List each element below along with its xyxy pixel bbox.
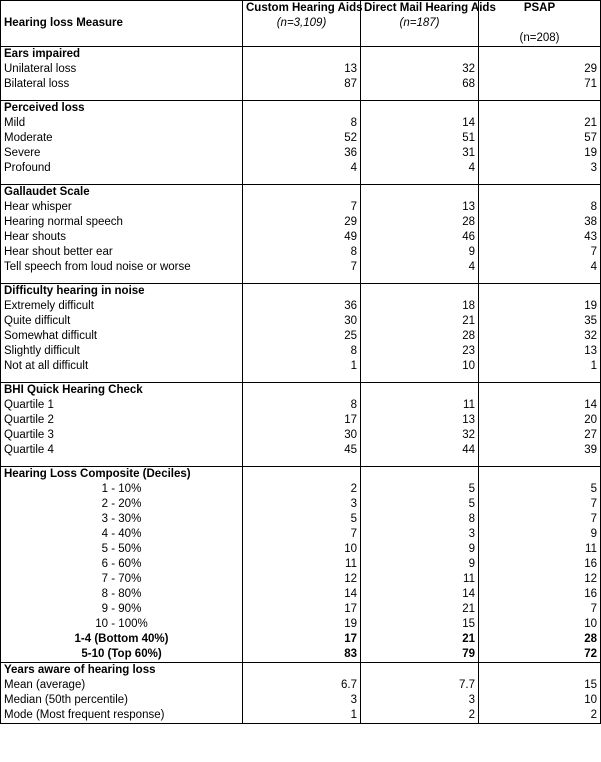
table-row [1, 215, 601, 230]
section-empty-cell [243, 663, 361, 679]
direct-mail-value: 9 [361, 557, 479, 572]
direct-mail-value: 3 [361, 527, 479, 542]
psap-value: 19 [479, 146, 601, 161]
custom-value: 36 [243, 299, 361, 314]
spacer-cell [1, 92, 243, 101]
table-row [1, 512, 601, 527]
direct-mail-value: 18 [361, 299, 479, 314]
direct-mail-value: 13 [361, 200, 479, 215]
row-label: Mode (Most frequent response) [1, 708, 243, 724]
section-header-row [1, 47, 601, 63]
header-measure [1, 1, 243, 47]
table-row [1, 299, 601, 314]
table-row [1, 617, 601, 632]
direct-mail-value: 9 [361, 542, 479, 557]
psap-value: 8 [479, 200, 601, 215]
psap-value: 29 [479, 62, 601, 77]
custom-value: 11 [243, 557, 361, 572]
section-empty-cell [479, 185, 601, 201]
psap-value: 12 [479, 572, 601, 587]
table-row [1, 77, 601, 92]
table-row [1, 413, 601, 428]
direct-mail-value: 8 [361, 512, 479, 527]
section-empty-cell [361, 47, 479, 63]
direct-mail-value: 4 [361, 260, 479, 275]
header-custom-n: (n=3,109) [276, 17, 327, 29]
psap-value: 7 [479, 512, 601, 527]
custom-value: 8 [243, 245, 361, 260]
row-label: Mild [1, 116, 243, 131]
section-empty-cell [361, 663, 479, 679]
custom-value: 30 [243, 428, 361, 443]
table-row [1, 146, 601, 161]
header-direct-mail-n: (n=187) [399, 17, 440, 29]
custom-value: 8 [243, 344, 361, 359]
spacer-cell [479, 374, 601, 383]
direct-mail-value: 11 [361, 572, 479, 587]
spacer-cell [1, 176, 243, 185]
row-label: 10 - 100% [1, 617, 243, 632]
direct-mail-value: 21 [361, 314, 479, 329]
psap-value: 11 [479, 542, 601, 557]
table-body [1, 47, 601, 724]
table-row [1, 557, 601, 572]
table-row [1, 161, 601, 176]
psap-value: 32 [479, 329, 601, 344]
psap-value: 15 [479, 678, 601, 693]
table-row [1, 527, 601, 542]
row-label: 8 - 80% [1, 587, 243, 602]
section-empty-cell [361, 101, 479, 117]
psap-value: 4 [479, 260, 601, 275]
row-label: Median (50th percentile) [1, 693, 243, 708]
direct-mail-value: 5 [361, 497, 479, 512]
psap-value: 1 [479, 359, 601, 374]
direct-mail-value: 14 [361, 587, 479, 602]
direct-mail-value: 68 [361, 77, 479, 92]
custom-value: 14 [243, 587, 361, 602]
section-title: Difficulty hearing in noise [1, 284, 243, 300]
row-label: 3 - 30% [1, 512, 243, 527]
table-row [1, 632, 601, 647]
row-label: Slightly difficult [1, 344, 243, 359]
direct-mail-value: 28 [361, 215, 479, 230]
table-row [1, 260, 601, 275]
row-label: Not at all difficult [1, 359, 243, 374]
custom-value: 2 [243, 482, 361, 497]
custom-value: 5 [243, 512, 361, 527]
section-header-row [1, 467, 601, 483]
table-row [1, 693, 601, 708]
section-empty-cell [479, 47, 601, 63]
row-label: 2 - 20% [1, 497, 243, 512]
psap-value: 14 [479, 398, 601, 413]
custom-value: 13 [243, 62, 361, 77]
custom-value: 8 [243, 398, 361, 413]
psap-value: 19 [479, 299, 601, 314]
section-header-row [1, 185, 601, 201]
section-empty-cell [361, 467, 479, 483]
custom-value: 29 [243, 215, 361, 230]
psap-value: 71 [479, 77, 601, 92]
section-empty-cell [479, 101, 601, 117]
section-title: Years aware of hearing loss [1, 663, 243, 679]
row-label: 6 - 60% [1, 557, 243, 572]
table-row [1, 542, 601, 557]
psap-value: 5 [479, 482, 601, 497]
psap-value: 16 [479, 587, 601, 602]
row-label: 9 - 90% [1, 602, 243, 617]
direct-mail-value: 14 [361, 116, 479, 131]
spacer-cell [1, 458, 243, 467]
custom-value: 7 [243, 200, 361, 215]
section-empty-cell [243, 284, 361, 300]
spacer-cell [1, 374, 243, 383]
table-header [1, 1, 601, 47]
spacer-cell [361, 176, 479, 185]
section-title: BHI Quick Hearing Check [1, 383, 243, 399]
row-label: Tell speech from loud noise or worse [1, 260, 243, 275]
custom-value: 3 [243, 497, 361, 512]
table-row [1, 398, 601, 413]
custom-value: 83 [243, 647, 361, 663]
custom-value: 52 [243, 131, 361, 146]
row-label: Profound [1, 161, 243, 176]
spacer-cell [243, 458, 361, 467]
table-row [1, 344, 601, 359]
custom-value: 17 [243, 602, 361, 617]
psap-value: 7 [479, 245, 601, 260]
spacer-cell [361, 374, 479, 383]
psap-value: 38 [479, 215, 601, 230]
direct-mail-value: 11 [361, 398, 479, 413]
direct-mail-value: 7.7 [361, 678, 479, 693]
psap-value: 13 [479, 344, 601, 359]
row-label: 5-10 (Top 60%) [1, 647, 243, 663]
section-empty-cell [243, 101, 361, 117]
direct-mail-value: 21 [361, 602, 479, 617]
spacer-row [1, 176, 601, 185]
section-empty-cell [479, 284, 601, 300]
table-row [1, 230, 601, 245]
header-direct-mail-title: Direct Mail Hearing Aids [364, 2, 496, 14]
custom-value: 1 [243, 359, 361, 374]
header-psap-title: PSAP [523, 2, 556, 14]
table-row [1, 329, 601, 344]
custom-value: 12 [243, 572, 361, 587]
row-label: Mean (average) [1, 678, 243, 693]
section-empty-cell [243, 47, 361, 63]
psap-value: 20 [479, 413, 601, 428]
spacer-cell [479, 92, 601, 101]
row-label: Quartile 3 [1, 428, 243, 443]
direct-mail-value: 5 [361, 482, 479, 497]
row-label: Quite difficult [1, 314, 243, 329]
table-row [1, 428, 601, 443]
row-label: Hear shouts [1, 230, 243, 245]
row-label: Moderate [1, 131, 243, 146]
psap-value: 16 [479, 557, 601, 572]
psap-value: 7 [479, 602, 601, 617]
direct-mail-value: 15 [361, 617, 479, 632]
table-row [1, 443, 601, 458]
direct-mail-value: 9 [361, 245, 479, 260]
section-title: Ears impaired [1, 47, 243, 63]
section-empty-cell [361, 284, 479, 300]
spacer-row [1, 374, 601, 383]
direct-mail-value: 10 [361, 359, 479, 374]
table-row [1, 116, 601, 131]
row-label: 1 - 10% [1, 482, 243, 497]
table-row [1, 587, 601, 602]
spacer-row [1, 275, 601, 284]
direct-mail-value: 51 [361, 131, 479, 146]
row-label: Somewhat difficult [1, 329, 243, 344]
table-row [1, 497, 601, 512]
section-empty-cell [243, 185, 361, 201]
psap-value: 57 [479, 131, 601, 146]
direct-mail-value: 32 [361, 62, 479, 77]
table-row [1, 708, 601, 724]
table-row [1, 62, 601, 77]
table-row [1, 572, 601, 587]
table-row [1, 200, 601, 215]
custom-value: 45 [243, 443, 361, 458]
spacer-cell [243, 275, 361, 284]
spacer-cell [361, 275, 479, 284]
header-measure-title: Hearing loss Measure [4, 17, 123, 29]
custom-value: 25 [243, 329, 361, 344]
custom-value: 7 [243, 527, 361, 542]
direct-mail-value: 23 [361, 344, 479, 359]
spacer-cell [479, 275, 601, 284]
table-row [1, 482, 601, 497]
section-empty-cell [361, 185, 479, 201]
table-row [1, 678, 601, 693]
psap-value: 2 [479, 708, 601, 724]
header-custom-title: Custom Hearing Aids [246, 2, 363, 14]
direct-mail-value: 28 [361, 329, 479, 344]
section-empty-cell [243, 383, 361, 399]
custom-value: 10 [243, 542, 361, 557]
psap-value: 72 [479, 647, 601, 663]
psap-value: 7 [479, 497, 601, 512]
section-header-row [1, 101, 601, 117]
custom-value: 3 [243, 693, 361, 708]
spacer-cell [479, 176, 601, 185]
spacer-cell [243, 176, 361, 185]
psap-value: 21 [479, 116, 601, 131]
row-label: 7 - 70% [1, 572, 243, 587]
section-title: Gallaudet Scale [1, 185, 243, 201]
custom-value: 17 [243, 413, 361, 428]
psap-value: 28 [479, 632, 601, 647]
psap-value: 27 [479, 428, 601, 443]
psap-value: 10 [479, 693, 601, 708]
psap-value: 35 [479, 314, 601, 329]
custom-value: 4 [243, 161, 361, 176]
spacer-cell [1, 275, 243, 284]
psap-value: 3 [479, 161, 601, 176]
row-label: 5 - 50% [1, 542, 243, 557]
psap-value: 43 [479, 230, 601, 245]
custom-value: 7 [243, 260, 361, 275]
psap-value: 39 [479, 443, 601, 458]
header-psap [479, 1, 601, 47]
row-label: Hear whisper [1, 200, 243, 215]
section-title: Perceived loss [1, 101, 243, 117]
spacer-cell [243, 92, 361, 101]
direct-mail-value: 31 [361, 146, 479, 161]
row-label: Hear shout better ear [1, 245, 243, 260]
row-label: Severe [1, 146, 243, 161]
header-psap-n: (n=208) [519, 32, 560, 44]
custom-value: 1 [243, 708, 361, 724]
custom-value: 8 [243, 116, 361, 131]
row-label: Unilateral loss [1, 62, 243, 77]
direct-mail-value: 79 [361, 647, 479, 663]
row-label: Extremely difficult [1, 299, 243, 314]
custom-value: 17 [243, 632, 361, 647]
custom-value: 36 [243, 146, 361, 161]
section-empty-cell [479, 663, 601, 679]
psap-value: 10 [479, 617, 601, 632]
direct-mail-value: 2 [361, 708, 479, 724]
section-header-row [1, 383, 601, 399]
custom-value: 19 [243, 617, 361, 632]
table-row [1, 131, 601, 146]
spacer-cell [361, 458, 479, 467]
section-header-row [1, 284, 601, 300]
row-label: 1-4 (Bottom 40%) [1, 632, 243, 647]
direct-mail-value: 46 [361, 230, 479, 245]
section-title: Hearing Loss Composite (Deciles) [1, 467, 243, 483]
direct-mail-value: 4 [361, 161, 479, 176]
row-label: 4 - 40% [1, 527, 243, 542]
section-empty-cell [479, 467, 601, 483]
spacer-cell [479, 458, 601, 467]
header-direct-mail [361, 1, 496, 47]
direct-mail-value: 21 [361, 632, 479, 647]
table-row [1, 245, 601, 260]
row-label: Hearing normal speech [1, 215, 243, 230]
header-custom [243, 1, 361, 47]
row-label: Quartile 1 [1, 398, 243, 413]
direct-mail-value: 44 [361, 443, 479, 458]
direct-mail-value: 3 [361, 693, 479, 708]
header-row [1, 1, 601, 47]
section-empty-cell [243, 467, 361, 483]
direct-mail-value: 13 [361, 413, 479, 428]
psap-value: 9 [479, 527, 601, 542]
table-row [1, 314, 601, 329]
custom-value: 87 [243, 77, 361, 92]
direct-mail-value: 32 [361, 428, 479, 443]
row-label: Quartile 4 [1, 443, 243, 458]
section-header-row [1, 663, 601, 679]
spacer-row [1, 92, 601, 101]
table-row [1, 647, 601, 663]
spacer-cell [361, 92, 479, 101]
spacer-cell [243, 374, 361, 383]
custom-value: 49 [243, 230, 361, 245]
custom-value: 30 [243, 314, 361, 329]
custom-value: 6.7 [243, 678, 361, 693]
row-label: Quartile 2 [1, 413, 243, 428]
table-row [1, 602, 601, 617]
table-row [1, 359, 601, 374]
section-empty-cell [479, 383, 601, 399]
section-empty-cell [361, 383, 479, 399]
spacer-row [1, 458, 601, 467]
row-label: Bilateral loss [1, 77, 243, 92]
